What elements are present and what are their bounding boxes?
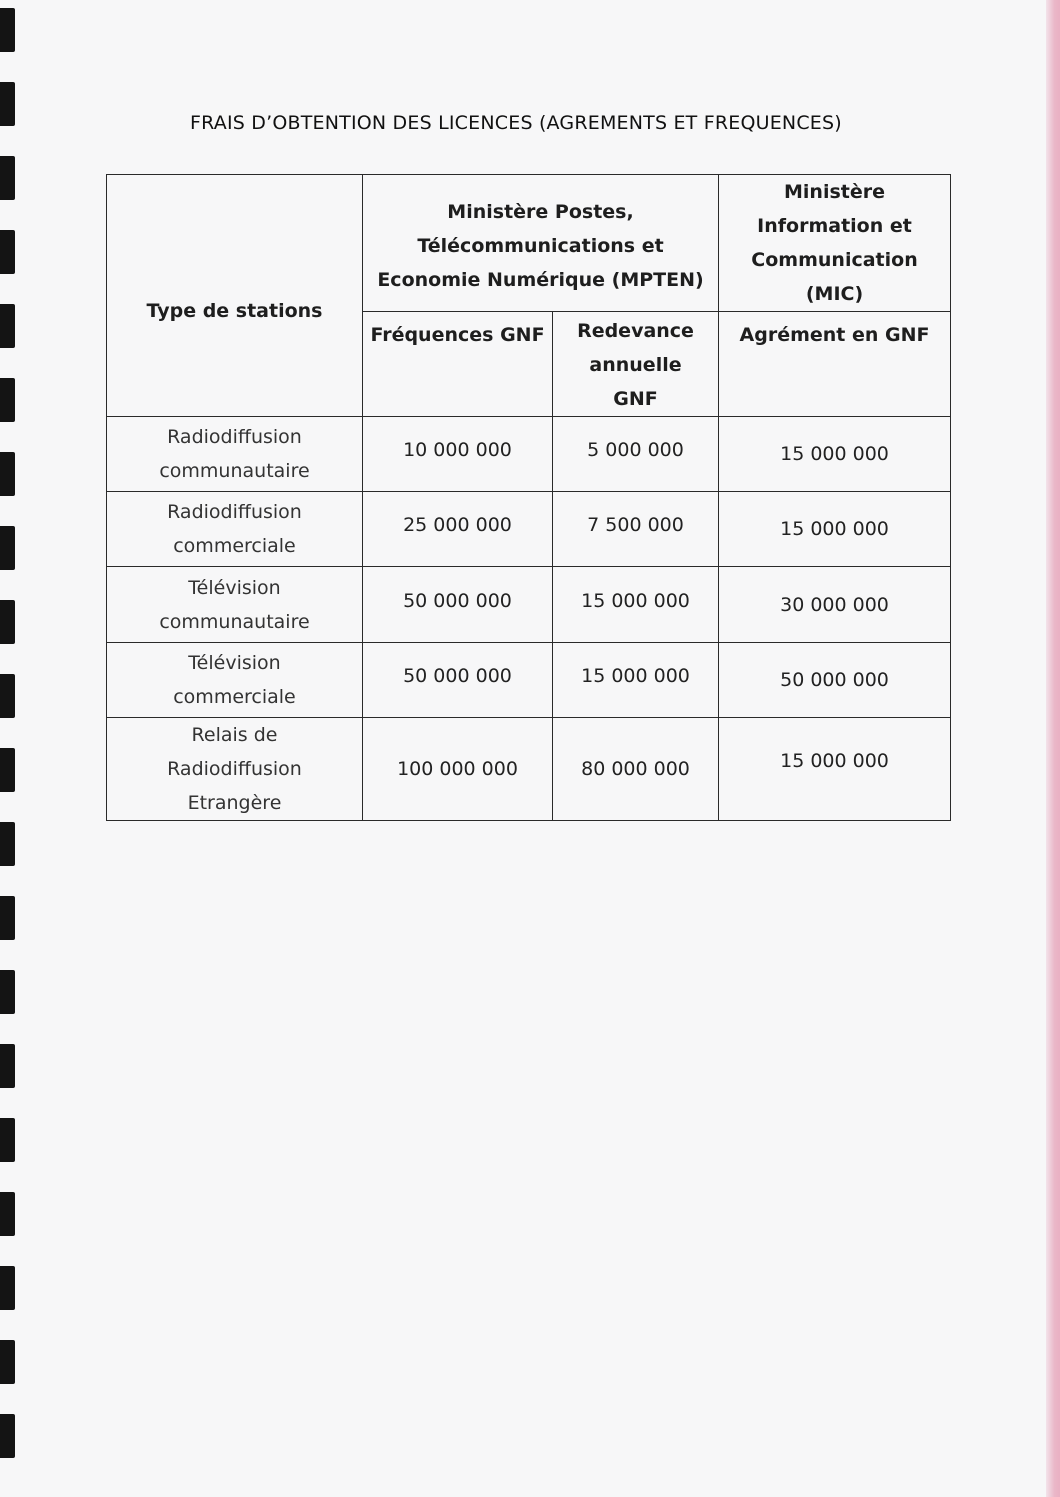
document-title: FRAIS D’OBTENTION DES LICENCES (AGREMENTS ET FREQUENCES) xyxy=(190,112,842,134)
station-type: Télévision communautaire xyxy=(107,567,363,643)
header-mpten: Ministère Postes, Télécommunications et Economie Numérique (MPTEN) xyxy=(363,175,719,312)
page-edge xyxy=(1046,0,1060,1497)
table-row xyxy=(107,567,951,643)
license-fees-table xyxy=(106,174,951,821)
redevance-value: 5 000 000 xyxy=(553,417,719,492)
table-row xyxy=(107,492,951,567)
station-type: Télévision commerciale xyxy=(107,643,363,718)
redevance-value: 80 000 000 xyxy=(553,718,719,821)
header-frequences: Fréquences GNF xyxy=(363,312,553,417)
station-type: Relais de Radiodiffusion Etrangère xyxy=(107,718,363,821)
agrement-value: 15 000 000 xyxy=(719,492,951,567)
frequences-value: 25 000 000 xyxy=(363,492,553,567)
frequences-value: 100 000 000 xyxy=(363,718,553,821)
header-mic: Ministère Information et Communication (MIC) xyxy=(719,175,951,312)
header-type-de-stations: Type de stations xyxy=(107,175,363,417)
agrement-value: 30 000 000 xyxy=(719,567,951,643)
spiral-binding xyxy=(0,0,18,1497)
agrement-value: 15 000 000 xyxy=(719,718,951,821)
agrement-value: 50 000 000 xyxy=(719,643,951,718)
frequences-value: 50 000 000 xyxy=(363,567,553,643)
station-type: Radiodiffusion communautaire xyxy=(107,417,363,492)
frequences-value: 10 000 000 xyxy=(363,417,553,492)
agrement-value: 15 000 000 xyxy=(719,417,951,492)
table-row xyxy=(107,718,951,821)
redevance-value: 15 000 000 xyxy=(553,567,719,643)
table-row xyxy=(107,643,951,718)
station-type: Radiodiffusion commerciale xyxy=(107,492,363,567)
redevance-value: 15 000 000 xyxy=(553,643,719,718)
table-row xyxy=(107,417,951,492)
header-redevance: Redevance annuelle GNF xyxy=(553,312,719,417)
header-agrement: Agrément en GNF xyxy=(719,312,951,417)
frequences-value: 50 000 000 xyxy=(363,643,553,718)
redevance-value: 7 500 000 xyxy=(553,492,719,567)
